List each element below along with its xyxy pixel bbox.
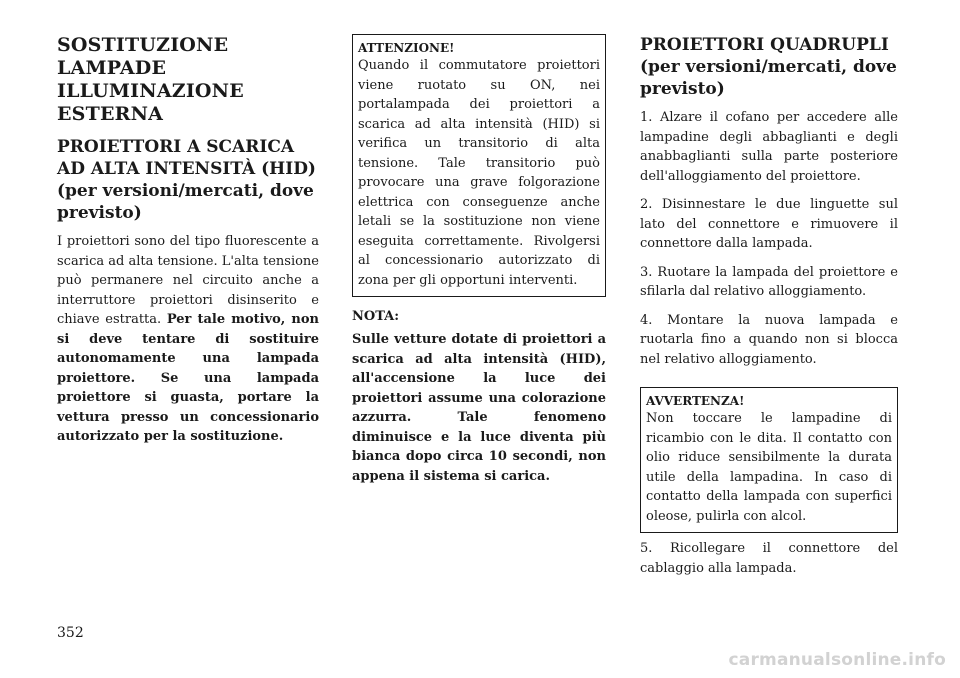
warning-label: ATTENZIONE!: [358, 41, 455, 55]
note-label: NOTA:: [352, 309, 400, 324]
hid-description-bold: Per tale motivo, non si deve tentare di sostituire autonomamente una lampada proiettore. Se una lampada proiettore si guasta, portare la vettura presso un concessionario autorizzato per la sostituzione.: [57, 312, 319, 444]
step-4: 4. Montare la nuova lampada e ruotarla fino a quando non si blocca nel relativo alloggiamento.: [640, 312, 898, 367]
watermark: carmanualsonline.info: [728, 650, 946, 670]
subsection-heading-quad: PROIETTORI QUADRUPLI (per versioni/mercati, dove previsto): [640, 35, 897, 99]
column-right: [640, 34, 898, 587]
warning-text: Quando il commutatore proiettori viene ruotato su ON, nei portalampada dei proiettori a scarica ad alta intensità (HID) si verifica un transitorio di alta tensione. Tale transitorio può provocare una grave folgorazione elettrica con conseguenze anche letali se la sostituzione non viene eseguita correttamente. Rivolgersi al concessionario autorizzato di zona per gli opportuni interventi.: [358, 58, 600, 288]
step-2: 2. Disinnestare le due linguette sul lato del connettore e rimuovere il connettore dalla lampada.: [640, 197, 898, 251]
caution-text: Non toccare le lampadine di ricambio con le dita. Il contatto con olio riduce sensibilmente la durata utile della lampadina. In caso di contatto della lampada con superfici oleose, pulirla con alcol.: [646, 411, 892, 524]
column-left: [57, 34, 319, 447]
note-text: Sulle vetture dotate di proiettori a scarica ad alta intensità (HID), all'accensione la luce dei proiettori assume una colorazione azzurra. Tale fenomeno diminuisce e la luce diventa più bianca dopo circa 10 secondi, non appena il sistema si carica.: [352, 332, 606, 484]
hid-description-normal: I proiettori sono del tipo fluorescente a scarica ad alta tensione. L'alta tensione può permanere nel circuito anche a interruttore proiettori disinserito e chiave estratta.: [57, 234, 319, 327]
hid-description: [57, 232, 319, 447]
subsection-heading-hid: PROIETTORI A SCARICA AD ALTA INTENSITÀ (HID) (per versioni/mercati, dove previsto): [57, 137, 316, 223]
step-5: 5. Ricollegare il connettore del cablaggio alla lampada.: [640, 541, 898, 576]
page-number: 352: [57, 625, 84, 641]
warning-box: [352, 34, 606, 297]
column-middle: [352, 34, 606, 486]
note-block: [352, 307, 606, 486]
step-1: 1. Alzare il cofano per accedere alle lampadine degli abbaglianti e degli anabbaglianti sulla parte posteriore dell'alloggiamento del proiettore.: [640, 110, 898, 184]
caution-label: AVVERTENZA!: [646, 394, 745, 408]
section-heading: SOSTITUZIONE LAMPADE ILLUMINAZIONE ESTERNA: [57, 34, 244, 125]
caution-box: [640, 387, 898, 533]
step-3: 3. Ruotare la lampada del proiettore e sfilarla dal relativo alloggiamento.: [640, 264, 898, 299]
